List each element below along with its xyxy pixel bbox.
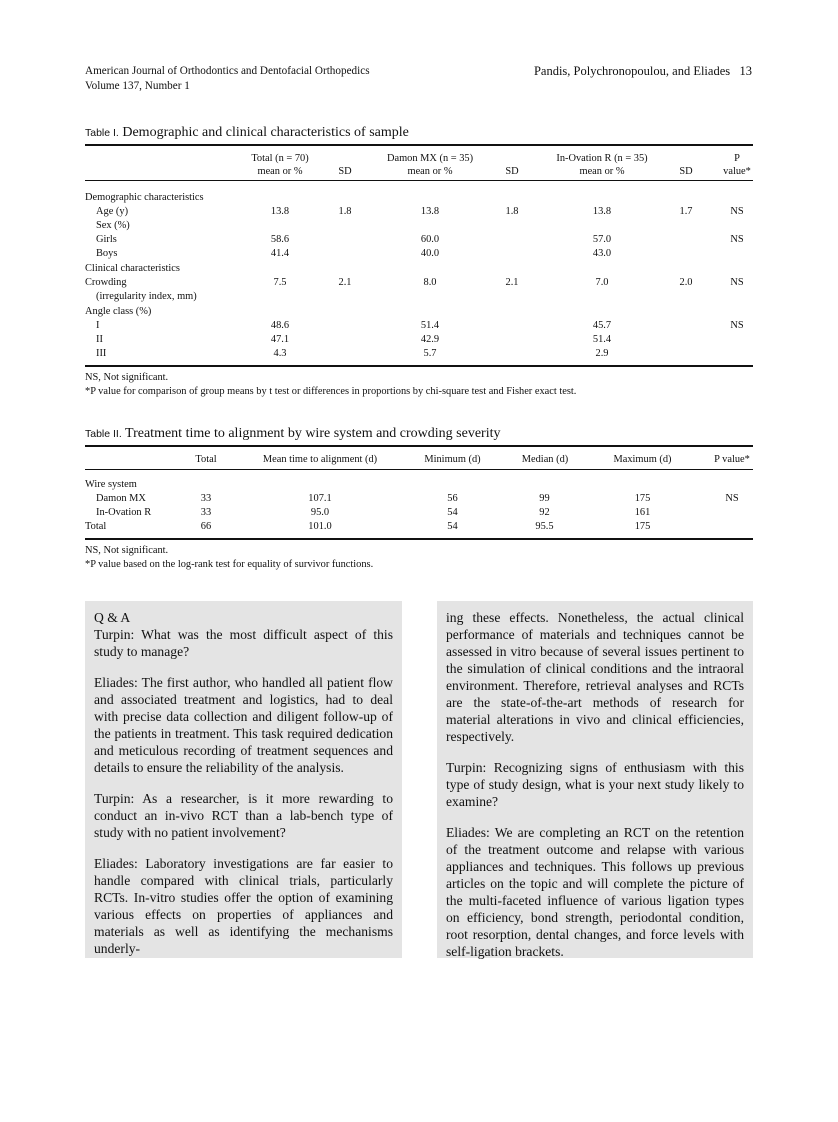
qa-paragraph: Eliades: We are completing an RCT on the retention of the treatment outcome and relapse with various appliances and techniques. This follows up previous articles on the topic and will complete the picture of the multi-faceted influence of various ligation types on efficiency, bond strength, periodontal condition, root resorption, dental changes, and force levels with self-ligation brackets.	[446, 825, 744, 959]
t1-cell-damon: 8.0	[423, 277, 437, 288]
t1-cell-inov: 51.4	[592, 334, 612, 345]
t2-row-label: Total	[85, 521, 107, 532]
table1-top-rule	[85, 144, 753, 146]
t1-cell-total: 47.1	[270, 334, 290, 345]
t2-cell-median: 99	[539, 493, 550, 504]
t1-cell-damon: 13.8	[420, 206, 440, 217]
t1-cell-total: 4.3	[273, 348, 287, 359]
t2-head-total: Total	[195, 454, 217, 465]
qa-paragraph: Turpin: Recognizing signs of enthusiasm with this type of study design, what is your next study likely to examine?	[446, 760, 744, 809]
authors: Pandis, Polychronopoulou, and Eliades	[533, 64, 731, 78]
qa-heading: Q & A	[94, 610, 131, 625]
t1-cell-damon: 5.7	[423, 348, 437, 359]
table2-top-rule	[85, 445, 753, 447]
page-number: 13	[739, 64, 752, 78]
journal-volume: Volume 137, Number 1	[85, 79, 190, 92]
t1-section-clinical: Clinical characteristics	[85, 263, 180, 274]
t1-head-inov	[537, 152, 667, 178]
t1-head-damon-sub: mean or %	[407, 166, 453, 177]
t1-row-label: I	[96, 320, 100, 331]
journal-name: American Journal of Orthodontics and Dentofacial Orthopedics	[85, 65, 370, 77]
table1-caption	[85, 125, 409, 141]
t1-head-p-sub: value*	[723, 166, 751, 177]
t1-row-label: Boys	[96, 248, 118, 259]
t1-cell-p: NS	[730, 234, 744, 245]
t2-cell-min: 54	[447, 507, 458, 518]
t2-head-max: Maximum (d)	[613, 454, 672, 465]
t2-section-wire: Wire system	[85, 479, 137, 490]
t2-cell-mean: 95.0	[310, 507, 330, 518]
t1-row-label: Girls	[96, 234, 117, 245]
t1-head-sd3: SD	[679, 166, 693, 177]
t1-head-inov-label: In-Ovation R (n = 35)	[556, 153, 648, 164]
qa-paragraph: ing these effects. Nonetheless, the actual clinical performance of materials and techniques cannot be assessed in vitro because of several issues pertinent to the simulation of clinical conditions and the intraoral environment. Therefore, retrieval analyses and RCTs are the state-of-the-art methods of research for material alterations in vivo and clinical efficiencies, respectively.	[446, 610, 744, 744]
t2-cell-total: 33	[200, 507, 212, 518]
t1-cell-sd3: 1.7	[679, 206, 693, 217]
t1-head-total-sub: mean or %	[257, 166, 303, 177]
table1-label: Table I.	[85, 127, 119, 139]
t1-cell-sd2: 1.8	[505, 206, 519, 217]
t1-cell-total: 7.5	[273, 277, 287, 288]
t2-head-min: Minimum (d)	[424, 454, 481, 465]
t1-row-label: III	[96, 348, 107, 359]
t1-head-sd2: SD	[505, 166, 519, 177]
t1-row-label: Age (y)	[96, 206, 129, 217]
table2-header-rule	[85, 469, 753, 470]
t1-cell-total: 41.4	[270, 248, 290, 259]
t2-footnote-p: *P value based on the log-rank test for equality of survivor functions.	[85, 559, 374, 570]
t2-cell-min: 54	[447, 521, 458, 532]
t1-cell-sd2: 2.1	[505, 277, 519, 288]
t2-cell-mean: 107.1	[308, 493, 332, 504]
t1-section-demographic: Demographic characteristics	[85, 192, 204, 203]
table2-title: Treatment time to alignment by wire system and crowding severity	[125, 426, 501, 441]
table1-header-rule	[85, 180, 753, 181]
t1-row-label: II	[96, 334, 103, 345]
running-header-authors	[534, 64, 752, 79]
qa-box-right	[437, 601, 753, 958]
t1-cell-total: 58.6	[270, 234, 290, 245]
t1-head-damon	[370, 152, 490, 178]
t1-cell-total: 48.6	[270, 320, 290, 331]
t2-row-label: Damon MX	[96, 493, 146, 504]
t1-footnote-ns: NS, Not significant.	[85, 372, 169, 383]
qa-box-left	[85, 601, 402, 958]
table2-bottom-rule	[85, 538, 753, 540]
t1-cell-p: NS	[730, 277, 744, 288]
table1-title: Demographic and clinical characteristics of sample	[122, 125, 409, 140]
t1-cell-inov: 57.0	[592, 234, 612, 245]
t2-cell-max: 161	[634, 507, 651, 518]
qa-paragraph: Turpin: What was the most difficult aspect of this study to manage?	[94, 627, 393, 659]
t1-cell-damon: 60.0	[420, 234, 440, 245]
t1-cell-total: 13.8	[270, 206, 290, 217]
table1-bottom-rule	[85, 365, 753, 367]
t2-cell-mean: 101.0	[308, 521, 332, 532]
t2-cell-min: 56	[447, 493, 458, 504]
t1-head-inov-sub: mean or %	[579, 166, 625, 177]
t1-cell-p: NS	[730, 320, 744, 331]
t1-cell-damon: 42.9	[420, 334, 440, 345]
t2-cell-max: 175	[634, 521, 651, 532]
t1-head-damon-label: Damon MX (n = 35)	[386, 153, 474, 164]
qa-paragraph: Turpin: As a researcher, is it more rewarding to conduct an in-vivo RCT than a lab-bench type of study with no patient involvement?	[94, 791, 393, 840]
t2-row-label: In-Ovation R	[96, 507, 152, 518]
t1-cell-sd1: 1.8	[338, 206, 352, 217]
qa-paragraph: Eliades: The first author, who handled all patient flow and associated treatment and logistics, had to deal with precise data collection and diligent follow-up of the patients in treatment. This task required dedication and meticulous recording of treatment sequences and details to ensure the reliability of the analysis.	[94, 675, 393, 775]
t2-head-mean: Mean time to alignment (d)	[262, 454, 378, 465]
t2-cell-total: 33	[200, 493, 212, 504]
t1-cell-p: NS	[730, 206, 744, 217]
t2-head-p: P value*	[714, 454, 750, 465]
t1-row-label: (irregularity index, mm)	[96, 291, 197, 302]
t1-row-label: Sex (%)	[96, 220, 130, 231]
t2-cell-max: 175	[634, 493, 651, 504]
t1-head-sd1: SD	[338, 166, 352, 177]
t1-row-label: Crowding	[85, 277, 127, 288]
t1-cell-damon: 40.0	[420, 248, 440, 259]
t1-footnote-p: *P value for comparison of group means by t test or differences in proportions by chi-square test and Fisher exact test.	[85, 386, 577, 397]
t2-footnote-ns: NS, Not significant.	[85, 545, 169, 556]
table2-caption	[85, 426, 501, 442]
table2-footnotes	[85, 544, 373, 572]
t1-head-total	[230, 152, 330, 178]
t1-cell-inov: 7.0	[595, 277, 609, 288]
table1-footnotes	[85, 371, 576, 399]
t1-cell-damon: 51.4	[420, 320, 440, 331]
t2-cell-p: NS	[725, 493, 739, 504]
t1-cell-inov: 45.7	[592, 320, 612, 331]
t1-head-p	[712, 152, 762, 178]
t2-cell-median: 95.5	[535, 521, 554, 532]
t1-cell-sd3: 2.0	[679, 277, 693, 288]
t1-cell-sd1: 2.1	[338, 277, 352, 288]
qa-paragraph: Eliades: Laboratory investigations are far easier to handle compared with clinical trials, particularly RCTs. In-vitro studies offer the option of examining various effects on properties of appliances and materials as well as identifying the mechanisms underly-	[94, 856, 393, 956]
t2-head-median: Median (d)	[521, 454, 569, 465]
t2-cell-median: 92	[539, 507, 550, 518]
t1-row-label: Angle class (%)	[85, 306, 152, 317]
t1-cell-inov: 2.9	[595, 348, 609, 359]
t1-cell-inov: 43.0	[592, 248, 612, 259]
t1-cell-inov: 13.8	[592, 206, 612, 217]
t1-head-p-label: P	[734, 153, 740, 164]
table2-label: Table II.	[85, 428, 122, 440]
t1-head-total-label: Total (n = 70)	[251, 153, 309, 164]
t2-cell-total: 66	[200, 521, 212, 532]
running-header-journal	[85, 64, 370, 93]
